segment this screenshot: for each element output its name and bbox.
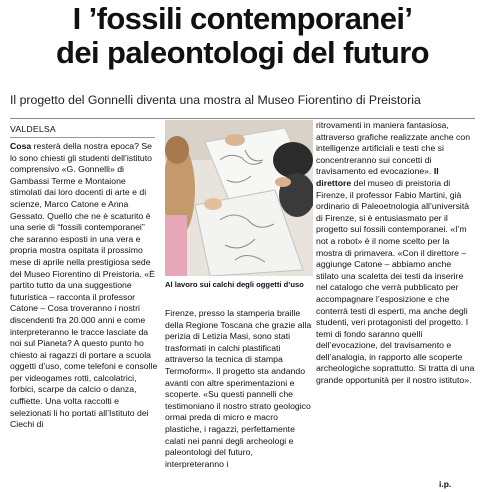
column-3-text-b: del museo di preistoria di Firenze, il professor Fabio Martini, già ordinario di Paleoetnologia all’università di Firenze, si è entusiasmato per il progetto sui fossili contemporanei. «I’m not a robot» è il nome scelto per la mostra di primavera. «Con il direttore – aggiunge Catone – abbiamo anche stilato una scaletta dei testi da inserire nel catalogo che verrà pubblicato per accompagnare l’esposizione e che conterrà testi di esperti, ma anche degli studenti, veri protagonisti del progetto. I temi di fondo saranno quelli dell’evocazione, del travisamento e dell’analogia, in rapporto alle scoperte archeologiche soprattutto. Si tratta di una grande opportunità per il nostro istituto».	[316, 177, 475, 386]
column-1-paragraph	[10, 141, 158, 431]
article-column-1	[10, 141, 158, 431]
column-3-bold-lead: Il direttore	[316, 166, 439, 188]
section-kicker: VALDELSA	[10, 124, 56, 134]
article-subheadline: Il progetto del Gonnelli diventa una mostra al Museo Fiorentino di Preistoria	[10, 93, 421, 107]
kicker-divider	[10, 137, 155, 138]
column-1-text: resterà della nostra epoca? Se lo sono chiesti gli studenti dell’istituto comprensivo «G. Gonnelli» di Gambassi Terme e Montaione stimolati dai loro docenti di arte e di scienze, Marco Catone e Anna Gessato. Quello che ne è scaturito è una serie di “fossili contemporanei” che saranno esposti in una vera e propria mostra ospitata il prossimo mese di aprile nella prestigiosa sede del Museo Fiorentino di Preistoria. «È partito tutto da una suggestione futuristica – racconta il professor Catone – Cosa troveranno i nostri discendenti fra 20.000 anni e come interpreteranno le tracce lasciate da noi sul Pianeta? A questo punto ho chiesto ai ragazzi di portare a scuola oggetti d’uso, come telefoni e consolle per videogames rotti, calcolatrici, forbici, scarpe da calcio o danza, cuffiette. Una volta raccolti e selezionati li ho portati all’Istituto dei Ciechi di	[10, 141, 158, 430]
article-photo	[165, 120, 313, 276]
lead-word: Cosa	[10, 141, 32, 151]
header-divider	[10, 118, 475, 119]
headline-line-2: dei paleontologi del futuro	[56, 35, 429, 70]
article-column-2	[165, 308, 313, 470]
column-3-paragraph	[316, 120, 476, 387]
photo-caption: Al lavoro sui calchi degli oggetti d’uso	[165, 280, 304, 289]
column-3-text-a: ritrovamenti in maniera fantasiosa, attraverso grafiche realizzate anche con intelligenze artificiali e testi che si concentreranno sui concetti di travisamento ed evocazione».	[316, 120, 471, 177]
article-column-3	[316, 120, 476, 387]
headline-line-1: I ’fossili contemporanei’	[72, 1, 413, 36]
students-working-photo	[165, 120, 313, 276]
column-2-text: Firenze, presso la stamperia braille della Regione Toscana che grazie alla perizia di Letizia Masi, sono stati trasformati in calchi plastificati attraverso la tecnica di stampa Termoform». Il progetto sta andando avanti con altre sperimentazioni e scoperte. «Su questi pannelli che testimoniano il nostro strato geologico ormai preda di micro e macro plastiche, i ragazzi, perfettamente calati nei panni degli archeologi e paleontologi del futuro, interpreteranno i	[165, 308, 312, 469]
article-headline	[10, 2, 475, 70]
author-signature: i.p.	[439, 479, 452, 489]
